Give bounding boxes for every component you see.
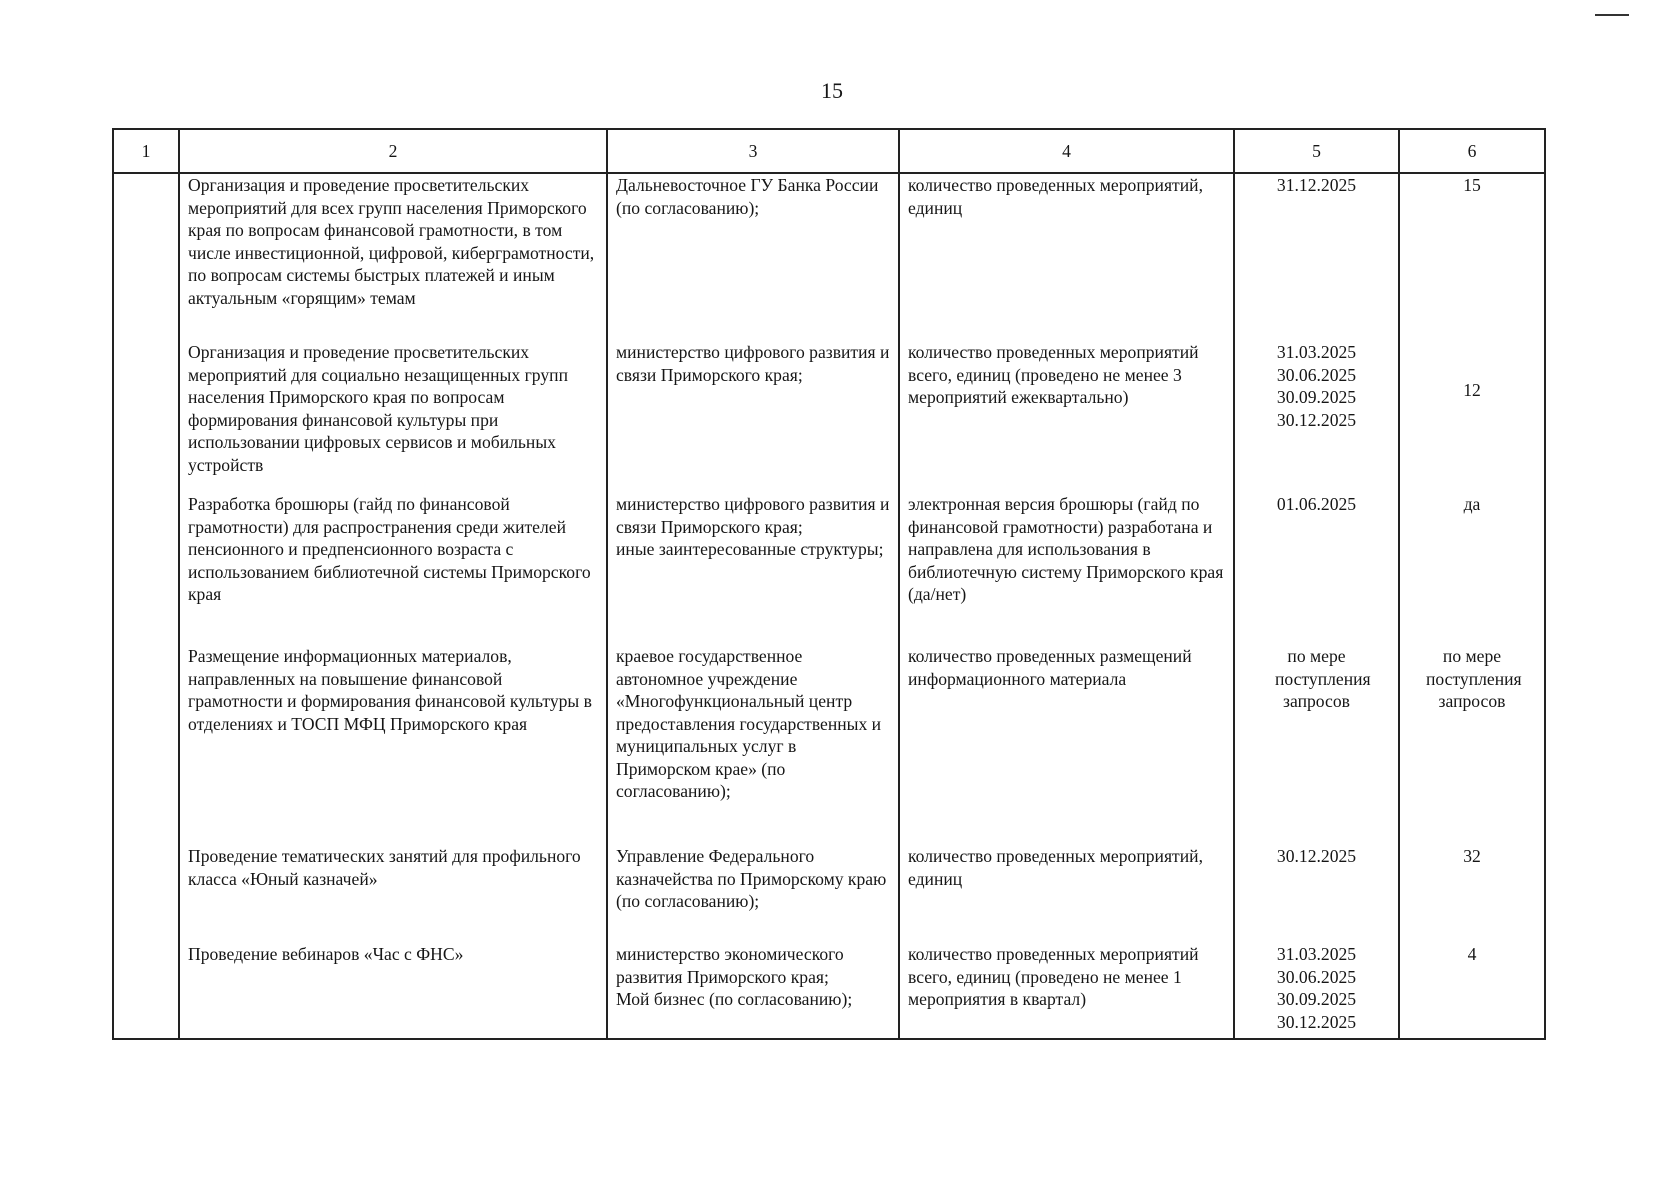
table-row [113, 645, 1545, 845]
executors-text: министерство экономического развития Приморского края; Мой бизнес (по согласованию); [616, 944, 853, 1009]
table-row [113, 341, 1545, 493]
value-text: по мере поступления запросов [1426, 646, 1522, 711]
row-number-cell [113, 943, 179, 1039]
dates-cell [1234, 943, 1399, 1039]
executors-cell [607, 493, 899, 645]
indicator-cell: электронная версия брошюры (гайд по финансовой грамотности) разработана и направлена для использования в библиотечную систему Приморского края (да/нет) [899, 493, 1234, 645]
indicator-cell: количество проведенных мероприятий всего, единиц (проведено не менее 3 мероприятий ежеквартально) [899, 341, 1234, 493]
executors-text: министерство цифрового развития и связи Приморского края; [616, 342, 890, 385]
executors-cell [607, 943, 899, 1039]
value-cell: 32 [1399, 845, 1545, 943]
activity-cell: Разработка брошюры (гайд по финансовой грамотности) для распространения среди жителей пенсионного и предпенсионного возраста с использованием библиотечной системы Приморского края [179, 493, 607, 645]
executors-text: Дальневосточное ГУ Банка России (по согласованию); [616, 175, 879, 218]
executors-text: Управление Федерального казначейства по Приморскому краю (по согласованию); [616, 846, 887, 911]
value-cell [1399, 341, 1545, 493]
indicator-cell: количество проведенных мероприятий всего, единиц (проведено не менее 1 мероприятия в квартал) [899, 943, 1234, 1039]
column-number-row [113, 129, 1545, 173]
row-number-cell [113, 173, 179, 341]
column-header-4: 4 [899, 129, 1234, 173]
indicator-cell: количество проведенных мероприятий, единиц [899, 845, 1234, 943]
executors-text: министерство цифрового развития и связи Приморского края; иные заинтересованные структуры; [616, 494, 890, 559]
dates-cell [1234, 493, 1399, 645]
dates-text: 30.12.2025 [1276, 846, 1357, 866]
dates-text: 31.03.2025 30.06.2025 30.09.2025 30.12.2025 [1276, 342, 1357, 430]
activity-cell: Размещение информационных материалов, направленных на повышение финансовой грамотности и формирования финансовой культуры в отделениях и ТОСП МФЦ Приморского края [179, 645, 607, 845]
dates-cell [1234, 845, 1399, 943]
column-header-3: 3 [607, 129, 899, 173]
column-header-6: 6 [1399, 129, 1545, 173]
corner-mark [1595, 14, 1629, 16]
dates-cell [1234, 341, 1399, 493]
activity-cell: Организация и проведение просветительских мероприятий для всех групп населения Приморского края по вопросам финансовой грамотности, в том числе инвестиционной, цифровой, киберграмотности, по вопросам системы быстрых платежей и иным актуальным «горящим» темам [179, 173, 607, 341]
measures-table [112, 128, 1546, 1040]
dates-text: по мере поступления запросов [1275, 646, 1371, 711]
activity-cell: Проведение тематических занятий для профильного класса «Юный казначей» [179, 845, 607, 943]
value-cell: 4 [1399, 943, 1545, 1039]
table-row [113, 493, 1545, 645]
value-cell: да [1399, 493, 1545, 645]
value-cell: 15 [1399, 173, 1545, 341]
dates-cell [1234, 173, 1399, 341]
value-text: 12 [1463, 380, 1481, 400]
row-number-cell [113, 493, 179, 645]
page-number: 15 [821, 78, 843, 103]
dates-text: 31.03.2025 30.06.2025 30.09.2025 30.12.2025 [1276, 944, 1357, 1032]
column-header-2: 2 [179, 129, 607, 173]
executors-cell [607, 173, 899, 341]
executors-cell [607, 845, 899, 943]
executors-cell [607, 645, 899, 845]
value-cell [1399, 645, 1545, 845]
executors-text: краевое государственное автономное учреждение «Многофункциональный центр предоставления государственных и муниципальных услуг в Приморском крае» (по согласованию); [616, 646, 882, 801]
column-header-5: 5 [1234, 129, 1399, 173]
row-number-cell [113, 645, 179, 845]
dates-text: 31.12.2025 [1276, 175, 1357, 195]
row-number-cell [113, 845, 179, 943]
column-header-1: 1 [113, 129, 179, 173]
executors-cell [607, 341, 899, 493]
table-row [113, 943, 1545, 1039]
table-row [113, 173, 1545, 341]
row-number-cell [113, 341, 179, 493]
dates-cell [1234, 645, 1399, 845]
activity-cell: Проведение вебинаров «Час с ФНС» [179, 943, 607, 1039]
dates-text: 01.06.2025 [1276, 494, 1357, 514]
indicator-cell: количество проведенных мероприятий, единиц [899, 173, 1234, 341]
indicator-cell: количество проведенных размещений информационного материала [899, 645, 1234, 845]
activity-cell: Организация и проведение просветительских мероприятий для социально незащищенных групп населения Приморского края по вопросам формирования финансовой культуры при использовании цифровых сервисов и мобильных устройств [179, 341, 607, 493]
table-row [113, 845, 1545, 943]
